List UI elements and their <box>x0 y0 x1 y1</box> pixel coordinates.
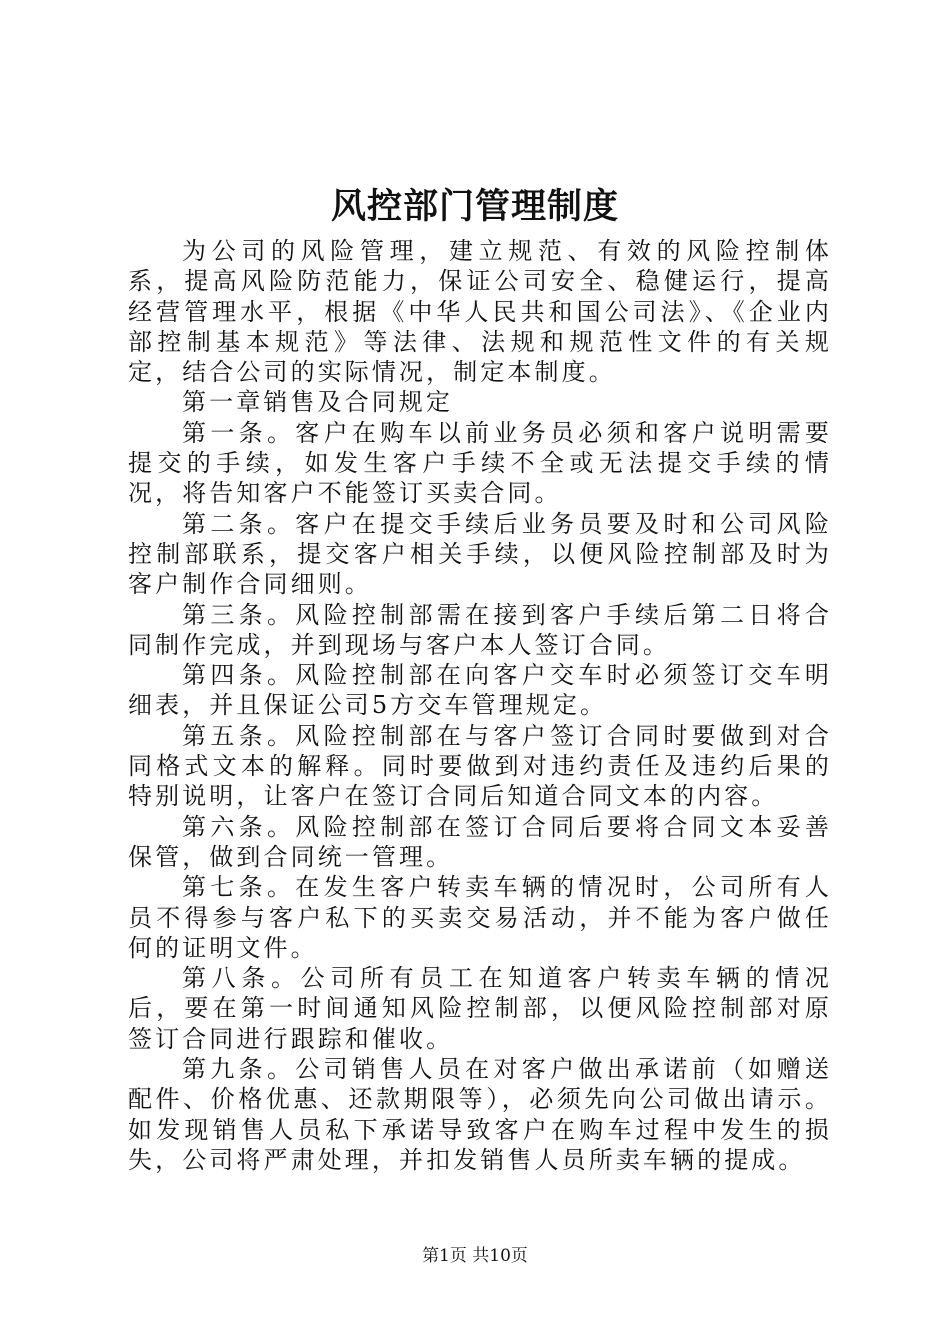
chapter-heading: 第一章销售及合同规定 <box>182 388 453 417</box>
document-body <box>128 236 832 1175</box>
document-title: 风控部门管理制度 <box>330 186 619 227</box>
article-7: 第七条。在发生客户转卖车辆的情况时，公司所有人员不得参与客户私下的买卖交易活动，并不能为客户做任何的证明文件。 <box>128 873 832 962</box>
article-5: 第五条。风险控制部在与客户签订合同时要做到对合同格式文本的解释。同时要做到对违约责任及违约后果的特别说明，让客户在签订合同后知道合同文本的内容。 <box>128 721 832 811</box>
article-1: 第一条。客户在购车以前业务员必须和客户说明需要提交的手续，如发生客户手续不全或无法提交手续的情况，将告知客户不能签订买卖合同。 <box>128 418 832 508</box>
article-4: 第四条。风险控制部在向客户交车时必须签订交车明细表，并且保证公司5方交车管理规定。 <box>128 661 832 720</box>
article-3: 第三条。风险控制部需在接到客户手续后第二日将合同制作完成，并到现场与客户本人签订合同。 <box>128 600 832 659</box>
article-8: 第八条。公司所有员工在知道客户转卖车辆的情况后，要在第一时间通知风险控制部，以便风险控制部对原签订合同进行跟踪和催收。 <box>128 964 832 1053</box>
article-9: 第九条。公司销售人员在对客户做出承诺前（如赠送配件、价格优惠、还款期限等），必须先向公司做出请示。如发现销售人员私下承诺导致客户在购车过程中发生的损失，公司将严肃处理，并扣发销售人员所卖车辆的提成。 <box>128 1055 832 1174</box>
article-2: 第二条。客户在提交手续后业务员要及时和公司风险控制部联系，提交客户相关手续，以便风险控制部及时为客户制作合同细则。 <box>128 509 832 599</box>
page-footer: 第1页 共10页 <box>422 1246 528 1266</box>
intro-paragraph: 为公司的风险管理，建立规范、有效的风险控制体系，提高风险防范能力，保证公司安全、稳健运行，提高经营管理水平，根据《中华人民共和国公司法》、《企业内部控制基本规范》等法律、法规和规范性文件的有关规定，结合公司的实际情况，制定本制度。 <box>128 237 832 387</box>
article-6: 第六条。风险控制部在签订合同后要将合同文本妥善保管，做到合同统一管理。 <box>128 812 832 871</box>
